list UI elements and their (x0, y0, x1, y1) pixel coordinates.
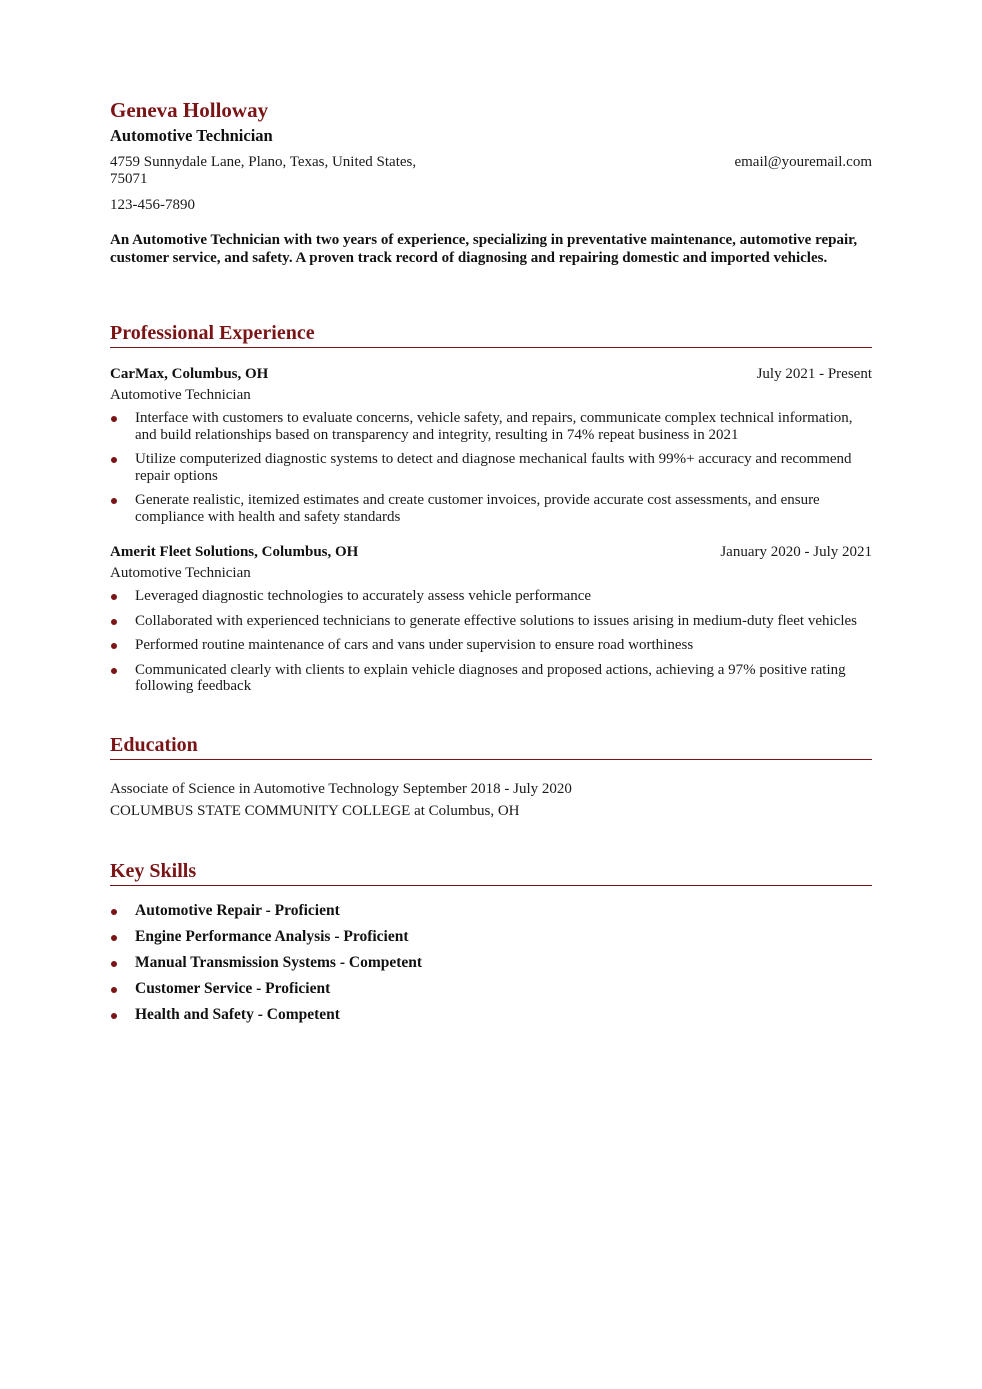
job-entry (110, 542, 872, 695)
bullet-icon (111, 1013, 117, 1019)
bullet-icon (111, 987, 117, 993)
section-heading-experience: Professional Experience (110, 320, 872, 348)
bullet-icon (111, 498, 117, 504)
job-title: Automotive Technician (110, 126, 273, 145)
bullet-text: Utilize computerized diagnostic systems to detect and diagnose mechanical faults with 99%+ accuracy and recommend repair options (135, 451, 852, 484)
bullet-item (110, 492, 872, 525)
bullet-text: Collaborated with experienced technicians to generate effective solutions to issues arising in medium-duty fleet vehicles (135, 612, 857, 629)
job-entry (110, 364, 872, 525)
skill-text: Engine Performance Analysis - Proficient (135, 927, 409, 945)
job-header (110, 542, 872, 562)
job-bullets (110, 588, 872, 695)
education-school: COLUMBUS STATE COMMUNITY COLLEGE at Columbus, OH (110, 802, 520, 819)
skill-item (110, 928, 872, 946)
bullet-icon (111, 643, 117, 649)
bullet-item (110, 637, 872, 654)
skill-item (110, 1006, 872, 1024)
job-bullets (110, 410, 872, 525)
bullet-icon (111, 961, 117, 967)
bullet-text: Leveraged diagnostic technologies to accurately assess vehicle performance (135, 588, 592, 604)
skill-text: Health and Safety - Competent (135, 1005, 340, 1023)
bullet-icon (111, 935, 117, 941)
bullet-item (110, 662, 872, 695)
bullet-text: Performed routine maintenance of cars and vans under supervision to ensure road worthiness (135, 637, 694, 653)
education-entry (110, 778, 872, 822)
bullet-text: Communicated clearly with clients to explain vehicle diagnoses and proposed actions, achieving a 97% positive rating following feedback (135, 661, 846, 694)
education-degree: Associate of Science in Automotive Technology September 2018 - July 2020 (110, 780, 572, 797)
bullet-icon (111, 909, 117, 915)
bullet-text: Generate realistic, itemized estimates and create customer invoices, provide accurate cost assessments, and ensure compliance with health and safety standards (135, 492, 820, 525)
bullet-icon (111, 416, 117, 422)
summary: An Automotive Technician with two years of experience, specializing in preventative maintenance, automotive repair, customer service, and safety. A proven track record of diagnosing and repairing domestic and imported vehicles. (110, 232, 858, 266)
skill-item (110, 954, 872, 972)
bullet-item (110, 410, 872, 443)
skill-text: Customer Service - Proficient (135, 979, 331, 997)
email: email@youremail.com (734, 154, 872, 170)
address: 4759 Sunnydale Lane, Plano, Texas, United States, 75071 (110, 154, 417, 187)
company-name: Amerit Fleet Solutions, Columbus, OH (110, 544, 359, 560)
bullet-icon (111, 457, 117, 463)
skills-list (110, 902, 872, 1024)
job-role: Automotive Technician (110, 387, 251, 403)
bullet-item (110, 613, 872, 630)
company-name: CarMax, Columbus, OH (110, 366, 269, 382)
job-dates: July 2021 - Present (756, 366, 872, 382)
section-heading-skills: Key Skills (110, 858, 872, 886)
skill-text: Automotive Repair - Proficient (135, 901, 340, 919)
bullet-item (110, 451, 872, 484)
candidate-name: Geneva Holloway (110, 98, 269, 122)
job-role: Automotive Technician (110, 565, 251, 581)
bullet-icon (111, 668, 117, 674)
section-heading-education: Education (110, 732, 872, 760)
bullet-icon (111, 619, 117, 625)
job-dates: January 2020 - July 2021 (720, 544, 872, 560)
bullet-text: Interface with customers to evaluate concerns, vehicle safety, and repairs, communicate complex technical information, and build relationships based on transparency and integrity, resulting in 74% repeat business in 2021 (135, 410, 853, 443)
job-header (110, 364, 872, 384)
skill-item (110, 980, 872, 998)
skill-text: Manual Transmission Systems - Competent (135, 953, 423, 971)
contact-row (110, 154, 872, 188)
resume-page (110, 96, 872, 1032)
bullet-item (110, 588, 872, 605)
skill-item (110, 902, 872, 920)
bullet-icon (111, 594, 117, 600)
phone: 123-456-7890 (110, 197, 195, 213)
